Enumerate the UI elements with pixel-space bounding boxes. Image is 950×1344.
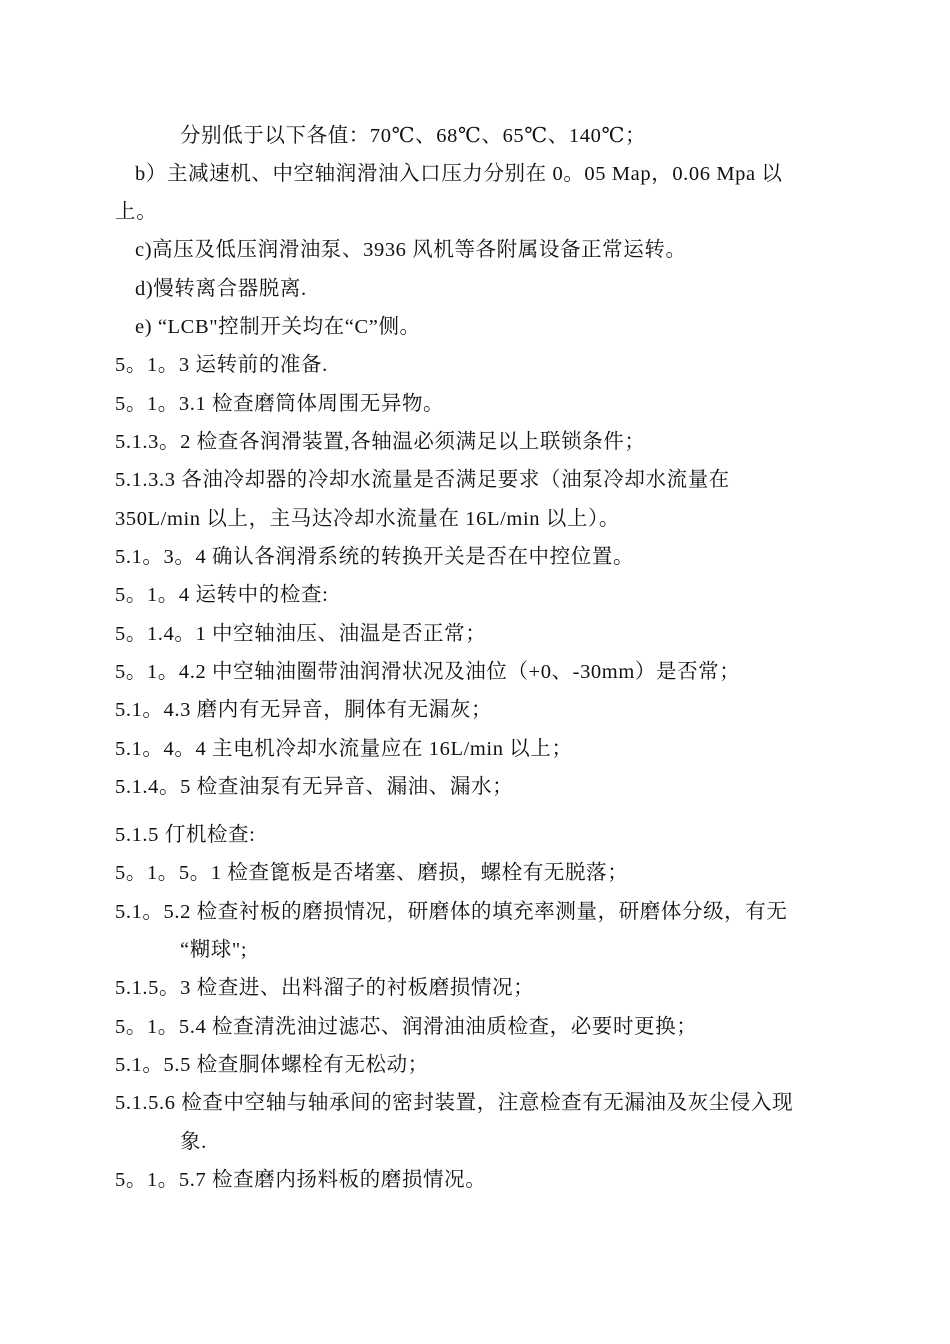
text-line: 5.1。4。4 主电机冷却水流量应在 16L/min 以上； (115, 738, 573, 760)
text-line: d)慢转离合器脱离. (135, 278, 307, 300)
text-line: 5.1。5.5 检查胴体螺栓有无松动； (115, 1054, 429, 1076)
text-line: 5。1。3.1 检查磨筒体周围无异物。 (115, 393, 445, 415)
text-line: 5。1。5.4 检查清洗油过滤芯、润滑油油质检查，必要时更换； (115, 1016, 698, 1038)
text-line: 5.1.5。3 检查进、出料溜子的衬板磨损情况； (115, 977, 535, 999)
section-heading: 5。1。4 运转中的检查: (115, 584, 329, 606)
text-line: 5.1.5.6 检查中空轴与轴承间的密封装置，注意检查有无漏油及灰尘侵入现 (115, 1092, 794, 1114)
text-line: 5.1.3.3 各油冷却器的冷却水流量是否满足要求（油泵冷却水流量在 (115, 469, 730, 491)
text-line: “糊球"; (180, 939, 248, 961)
text-line: 5.1。4.3 磨内有无异音，胴体有无漏灰； (115, 699, 493, 721)
text-line: 350L/min 以上，主马达冷却水流量在 16L/min 以上）。 (115, 508, 620, 530)
text-line: 分别低于以下各值：70℃、68℃、65℃、140℃； (180, 125, 647, 147)
text-line: 5.1。5.2 检查衬板的磨损情况，研磨体的填充率测量，研磨体分级，有无 (115, 901, 788, 923)
section-heading: 5.1.5 仃机检查: (115, 824, 256, 846)
text-line: 5。1。4.2 中空轴油圈带油润滑状况及油位（+0、-30mm）是否常； (115, 661, 741, 683)
text-line: e) “LCB"控制开关均在“C”侧。 (135, 316, 421, 338)
text-line: 5。1。5.7 检查磨内扬料板的磨损情况。 (115, 1169, 487, 1191)
text-line: 5.1.4。5 检查油泵有无异音、漏油、漏水； (115, 776, 514, 798)
text-line: 上。 (115, 201, 158, 223)
text-line: 5.1.3。2 检查各润滑装置,各轴温必须满足以上联锁条件； (115, 431, 646, 453)
text-line: 5。1。5。1 检查篦板是否堵塞、磨损，螺栓有无脱落； (115, 862, 629, 884)
text-line: 5。1.4。1 中空轴油压、油温是否正常； (115, 623, 487, 645)
section-heading: 5。1。3 运转前的准备. (115, 354, 328, 376)
text-line: b）主减速机、中空轴润滑油入口压力分别在 0。05 Map，0.06 Mpa 以 (135, 163, 783, 185)
text-line: 象. (180, 1131, 207, 1153)
text-line: 5.1。3。4 确认各润滑系统的转换开关是否在中控位置。 (115, 546, 635, 568)
text-line: c)高压及低压润滑油泵、3936 风机等各附属设备正常运转。 (135, 239, 687, 261)
